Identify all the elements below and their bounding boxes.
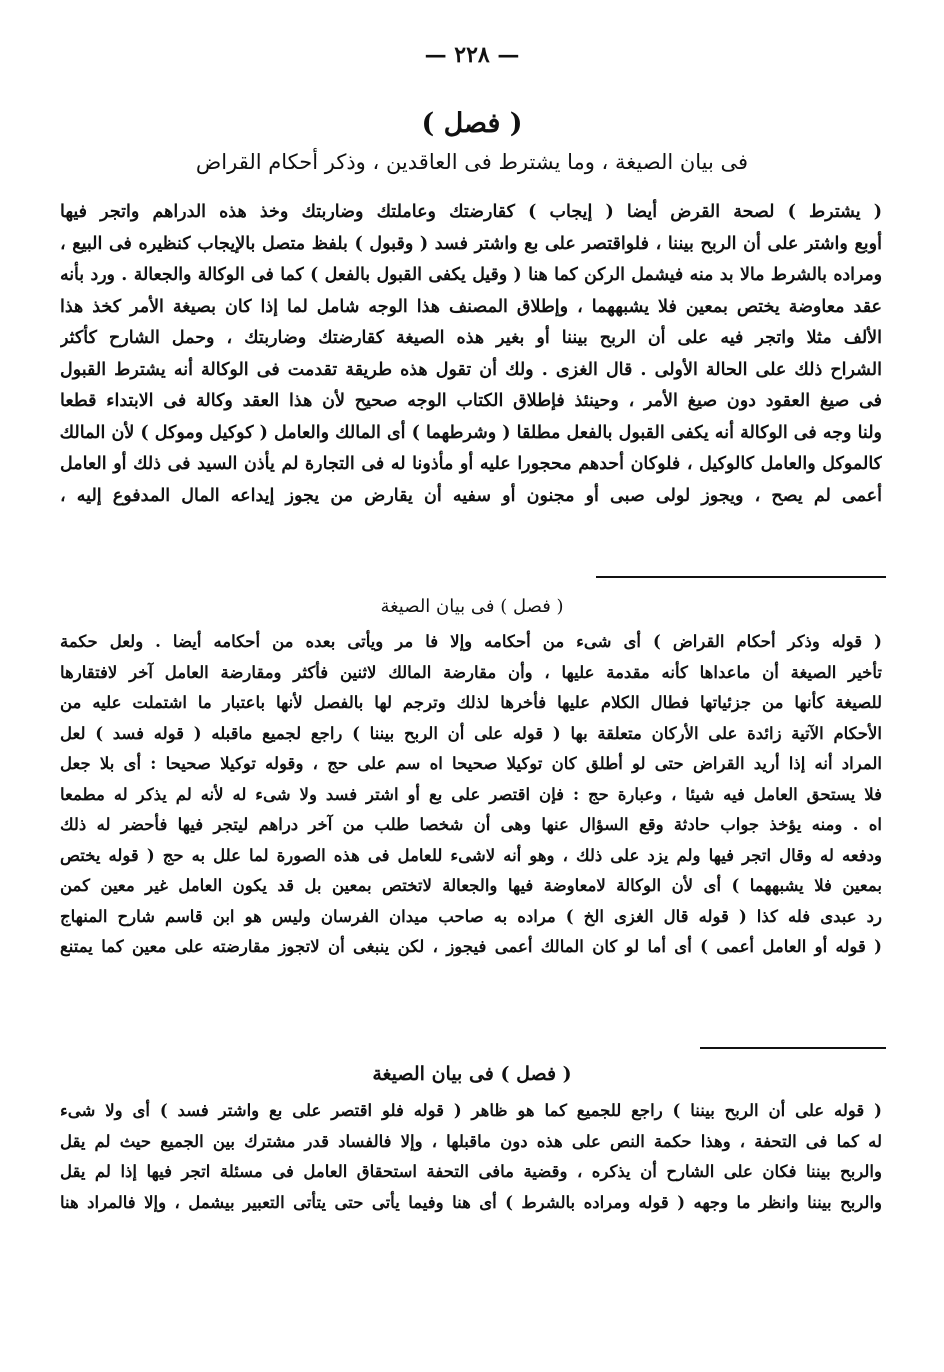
main-text xyxy=(60,197,882,512)
commentary2-line: والربح بيننا وانظر ما وجهه ( قوله ومراده بالشرط ) أى هنا وفيما يأتى حتى يتأتى التعبير بيشمل ، وإلا فالمراد هنا xyxy=(60,1192,882,1212)
main-text-line: الألف مثلا واتجر فيه على أن الربح بيننا أو بغير هذه الصيغة كقارضتك وضاربتك ، وحمل الشارح كأكثر xyxy=(60,328,882,348)
commentary1-line: الأحكام الآتية زائدة على الأركان متعلقة بها ( قوله على أن الربح بيننا ) راجع لجميع ماقبله ( قوله فسد ) لعل xyxy=(60,723,882,743)
section-subtitle: فى بيان الصيغة ، وما يشترط فى العاقدين ، وذكر أحكام القراض xyxy=(195,150,749,174)
page-number: — ٢٢٨ — xyxy=(424,42,520,68)
main-text-line: الشراح ذلك على الحالة الأولى . قال الغزى . ولك أن تقول هذه طريقة تقدمت فى الوكالة أنه يشترط القبول xyxy=(60,359,882,380)
main-text-line: أوبع واشتر على أن الربح بيننا ، فلواقتصر على بع واشتر فسد ( وقبول ) بلفظ متصل بالإيجاب كنظيره فى البيع ، xyxy=(60,233,882,254)
separator-rule xyxy=(596,576,886,578)
commentary1-title: ( فصل ) فى بيان الصيغة xyxy=(380,596,564,617)
main-text-line: ولنا وجه فى الوكالة أنه يكفى القبول بالفعل مطلقا ( وشرطهما ) أى المالك والعامل ( كوكيل وموكل ) لأن المالك xyxy=(60,422,882,443)
commentary2-line: والربح بيننا فكان على الشارح أن يذكره ، وقضية مافى التحفة استحقاق العامل فى مسئلة اتجر فيها إذا لم يقل xyxy=(60,1162,882,1181)
commentary2-text xyxy=(60,1096,882,1218)
commentary1-line: المراد أنه إذا أريد القراض حتى لو أطلق كان توكيلا صحيحا اه سم على حج ، وقوله توكيلا صحيحا : أى بلا جعل xyxy=(60,754,882,773)
main-text-line: أعمى لم يصح ، ويجوز لولى صبى أو مجنون أو سفيه أن يقارض من يجوز إيداعه المال المدفوع إليه ، xyxy=(60,485,882,506)
commentary2-title: ( فصل ) فى بيان الصيغة xyxy=(372,1063,572,1085)
commentary1-text xyxy=(60,627,882,963)
commentary2-line: له كما فى التحفة ، وهذا حكمة النص على هذه دون ماقبلها ، وإلا فالفساد قدر مشترك بين الجميع حيث لم يقل xyxy=(60,1131,882,1151)
main-text-line: ( يشترط ) لصحة القرض أيضا ( إيجاب ) كقارضتك وعاملتك وضاربتك وخذ هذه الدراهم واتجر فيها xyxy=(60,202,882,222)
commentary1-line: ودفعه له وقال اتجر فيها ولم يزد على ذلك ، وهو أنه لاشىء للعامل فى هذه الصورة لما علل به حج ( قوله يختص xyxy=(60,845,882,865)
section-title: ( فصل ) xyxy=(421,108,523,139)
commentary1-line: ( قوله أو العامل أعمى ) أى أما لو كان المالك أعمى فيجوز ، لكن ينبغى أن لاتجوز مقارضته على معين كما يمتنع xyxy=(60,937,882,956)
commentary1-line: للصيغة كأنها من جزئياتها فطال الكلام عليها فأخرها لذلك وترجم لها بالفصل لأنها باعتبار ما اشتملت عليه من xyxy=(60,693,882,712)
main-text-line: عقد معاوضة يختص بمعين فلا يشبههما ، وإطلاق المصنف هذا الوجه شامل لما إذا كان بصيغة الأمر كخذ هذا xyxy=(60,296,882,317)
commentary1-line: فلا يستحق العامل فيه شيئا ، وعبارة حج : فإن اقتصر على بع أو اشتر فسد ولا شىء له لأنه لم يذكر له مطمعا xyxy=(60,784,882,804)
main-text-line: كالموكل والعامل كالوكيل ، فلوكان أحدهم محجورا عليه أو مأذونا له فى التجارة لم يأذن السيد فى ذلك أو العامل xyxy=(60,454,882,474)
commentary1-line: ( قوله وذكر أحكام القراض ) أى شىء من أحكامه وإلا فا مر ويأتى بعده من أحكامه أيضا . ولعل حكمة xyxy=(60,632,882,651)
main-text-line: ومراده بالشرط مالا بد منه فيشمل الركن كما هنا ( وقيل يكفى القبول بالفعل ) كما فى الوكالة والجعالة . ورد بأنه xyxy=(60,265,882,285)
commentary1-line: تأخير الصيغة أن ماعداها كأنه مقدمة عليها ، وأن مقارضة المالك لاثنين فأكثر ومقارضة العامل آخر لافتقارها xyxy=(60,662,882,682)
commentary1-line: رد عبدى فله كذا ( قوله قال الغزى الخ ) مراده به صاحب ميدان الفرسان وليس هو ابن قاسم شارح المنهاج xyxy=(60,906,882,926)
commentary1-line: اه . ومنه يؤخذ جواب حادثة وقع السؤال عنها وهى أن شخصا طلب من آخر دراهم ليتجر فيها فأحضر له ذلك xyxy=(60,815,882,834)
main-text-line: فى صيغ العقود دون صيغ الأمر ، وحينئذ فإطلاق الكتاب الوجه صحيح لأن هذا العقد وكالة فى الابتداء قطعا xyxy=(60,391,882,411)
separator-rule xyxy=(700,1047,886,1049)
commentary2-line: ( قوله على أن الربح بيننا ) راجع للجميع كما هو ظاهر ( قوله فلو اقتصر على بع واشتر فسد ) أى ولا شىء xyxy=(60,1101,882,1120)
commentary1-line: بمعين فلا يشبههما ) أى لأن الوكالة لامعاوضة فيها والجعالة لاتختص بمعين بل قد يكون العامل غير معين كمن xyxy=(60,876,882,895)
